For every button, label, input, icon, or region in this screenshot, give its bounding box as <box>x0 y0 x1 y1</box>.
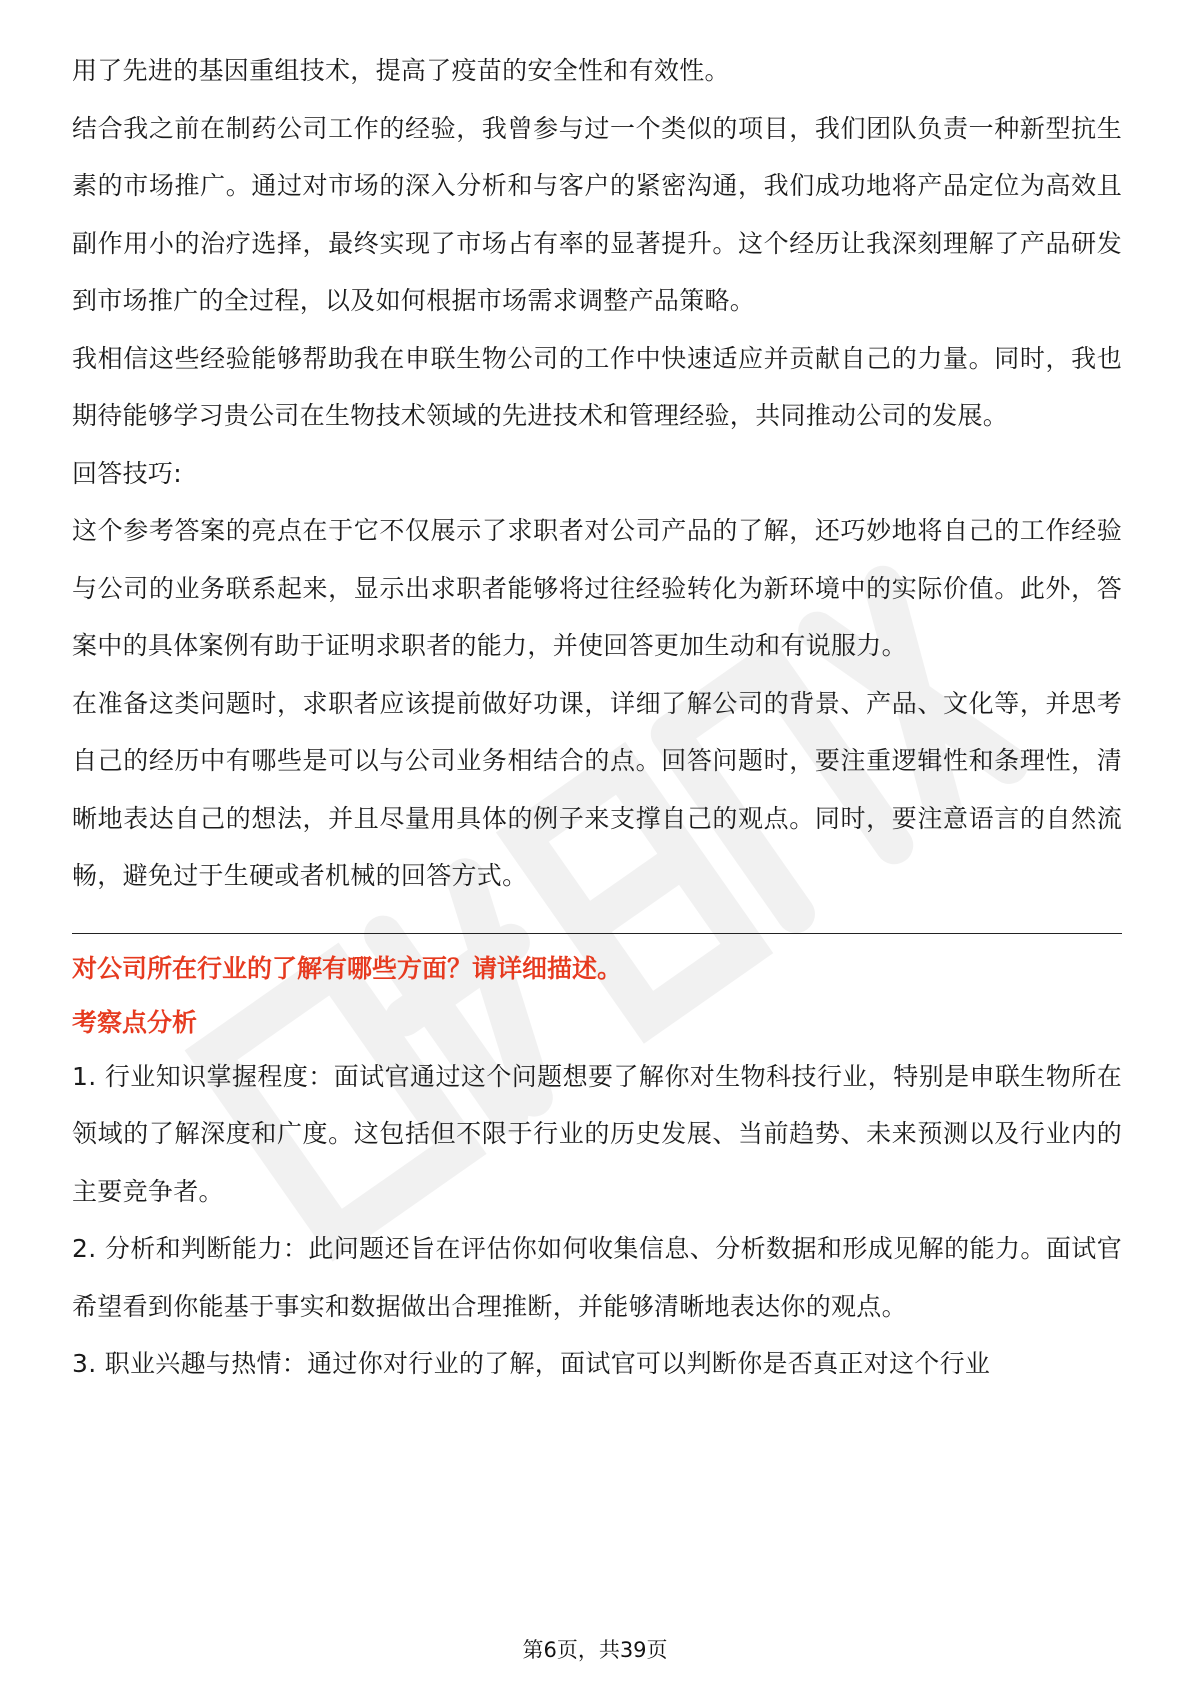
paragraph: 这个参考答案的亮点在于它不仅展示了求职者对公司产品的了解，还巧妙地将自己的工作经验与公司的业务联系起来，显示出求职者能够将过往经验转化为新环境中的实际价值。此外，答案中的具体案例有助于证明求职者的能力，并使回答更加生动和有说服力。 <box>72 516 1122 660</box>
section-heading: 考察点分析 <box>72 1007 198 1037</box>
paragraph: 我相信这些经验能够帮助我在申联生物公司的工作中快速适应并贡献自己的力量。同时，我也期待能够学习贵公司在生物技术领域的先进技术和管理经验，共同推动公司的发展。 <box>72 343 1122 430</box>
section-divider <box>72 933 1122 934</box>
answer-tips-label: 回答技巧: <box>72 458 182 488</box>
question-heading: 对公司所在行业的了解有哪些方面？请详细描述。 <box>72 953 623 983</box>
list-item: 1. 行业知识掌握程度：面试官通过这个问题想要了解你对生物科技行业，特别是申联生物所在领域的了解深度和广度。这包括但不限于行业的历史发展、当前趋势、未来预测以及行业内的主要竞争者。 <box>72 1061 1122 1206</box>
list-item: 2. 分析和判断能力：此问题还旨在评估你如何收集信息、分析数据和形成见解的能力。面试官希望看到你能基于事实和数据做出合理推断，并能够清晰地表达你的观点。 <box>72 1234 1122 1321</box>
page-footer: 第6页，共39页 <box>522 1638 668 1662</box>
paragraph: 结合我之前在制药公司工作的经验，我曾参与过一个类似的项目，我们团队负责一种新型抗生素的市场推广。通过对市场的深入分析和与客户的紧密沟通，我们成功地将产品定位为高效且副作用小的治疗选择，最终实现了市场占有率的显著提升。这个经历让我深刻理解了产品研发到市场推广的全过程，以及如何根据市场需求调整产品策略。 <box>72 113 1122 315</box>
list-item: 3. 职业兴趣与热情：通过你对行业的了解，面试官可以判断你是否真正对这个行业 <box>72 1349 991 1378</box>
paragraph: 用了先进的基因重组技术，提高了疫苗的安全性和有效性。 <box>72 56 730 85</box>
paragraph: 在准备这类问题时，求职者应该提前做好功课，详细了解公司的背景、产品、文化等，并思考自己的经历中有哪些是可以与公司业务相结合的点。回答问题时，要注重逻辑性和条理性，清晰地表达自己的想法，并且尽量用具体的例子来支撑自己的观点。同时，要注意语言的自然流畅，避免过于生硬或者机械的回答方式。 <box>72 688 1122 890</box>
document-page <box>72 42 1122 1393</box>
